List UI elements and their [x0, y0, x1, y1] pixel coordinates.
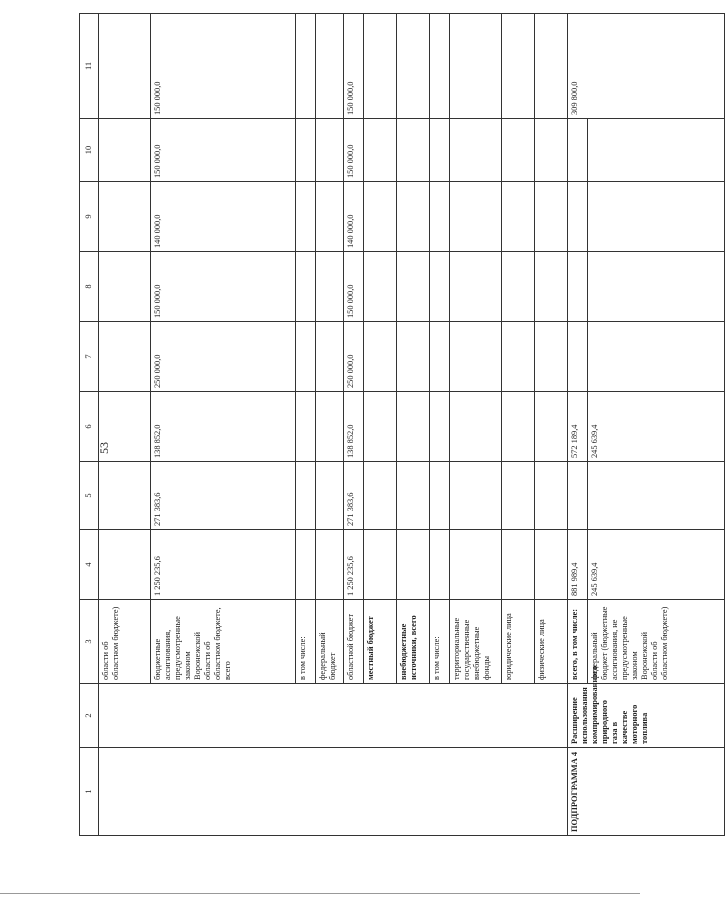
- cell: [364, 14, 397, 119]
- cell: 1 250 235,6: [344, 530, 364, 600]
- col-header: 7: [80, 322, 99, 392]
- cell: [296, 392, 316, 462]
- merged-cell: [99, 748, 568, 836]
- cell: 138 852,0: [344, 392, 364, 462]
- cell: [296, 530, 316, 600]
- cell: [397, 182, 430, 252]
- row-label: областной бюджет: [344, 600, 364, 684]
- cell: [296, 14, 316, 119]
- row-label: области об областном бюджете): [99, 600, 151, 684]
- cell: [316, 182, 344, 252]
- col-header: 5: [80, 462, 99, 530]
- row-label: всего, в том числе:: [568, 600, 588, 684]
- row-label: местный бюджет: [364, 600, 397, 684]
- cell: [535, 392, 568, 462]
- cell: [397, 252, 430, 322]
- cell: [364, 392, 397, 462]
- cell: [99, 182, 151, 252]
- subprogram-description: Расширение использования компримированного природного газа в качестве моторного топлива: [568, 684, 725, 748]
- cell: [99, 322, 151, 392]
- budget-table-sheet: [79, 14, 669, 836]
- cell: [99, 530, 151, 600]
- merged-cell: [99, 684, 568, 748]
- col-header: 9: [80, 182, 99, 252]
- row-label: бюджетные ассигнования, предусмотренные законом Воронежской области об областном бюджете, всего: [151, 600, 296, 684]
- cell: [450, 392, 502, 462]
- cell: [316, 322, 344, 392]
- subprogram-title: ПОДПРОГРАММА 4: [568, 748, 725, 836]
- cell: [502, 392, 535, 462]
- cell: [430, 252, 450, 322]
- cell: [502, 252, 535, 322]
- cell: [99, 252, 151, 322]
- cell: [316, 462, 344, 530]
- cell: [450, 182, 502, 252]
- cell: 250 000,0: [151, 322, 296, 392]
- cell: [502, 14, 535, 119]
- cell: [364, 182, 397, 252]
- cell: 150 000,0: [151, 252, 296, 322]
- cell: [502, 322, 535, 392]
- cell: [535, 530, 568, 600]
- cell: 1 250 235,6: [151, 530, 296, 600]
- cell: [535, 322, 568, 392]
- cell: [535, 252, 568, 322]
- cell: [316, 252, 344, 322]
- col-header: 11: [80, 14, 99, 119]
- cell: [450, 462, 502, 530]
- cell: [450, 252, 502, 322]
- cell: [99, 14, 151, 119]
- cell: [99, 392, 151, 462]
- cell: [568, 119, 588, 182]
- row-label: юридические лица: [502, 600, 535, 684]
- cell: [535, 462, 568, 530]
- cell: 140 000,0: [151, 182, 296, 252]
- cell: 140 000,0: [344, 182, 364, 252]
- cell: [364, 119, 397, 182]
- cell: [364, 530, 397, 600]
- cell: [397, 530, 430, 600]
- cell: [296, 252, 316, 322]
- row-label: физические лица: [535, 600, 568, 684]
- cell: [296, 322, 316, 392]
- table-row: [99, 14, 151, 836]
- header-row: [80, 14, 99, 836]
- row-label: федеральный бюджет (бюджетные ассигнования, не предусмотренные законом Воронежской области об областном бюджете): [588, 600, 725, 684]
- cell: [502, 530, 535, 600]
- cell: [588, 252, 725, 322]
- cell: 271 383,6: [344, 462, 364, 530]
- cell: [568, 252, 588, 322]
- cell: [535, 119, 568, 182]
- cell: [430, 182, 450, 252]
- cell: [450, 14, 502, 119]
- col-header: 8: [80, 252, 99, 322]
- cell: 245 639,4: [588, 530, 725, 600]
- cell: [296, 462, 316, 530]
- cell: [430, 14, 450, 119]
- cell: [397, 392, 430, 462]
- cell: [502, 182, 535, 252]
- cell: [364, 462, 397, 530]
- col-header: 4: [80, 530, 99, 600]
- cell: [430, 392, 450, 462]
- cell: 150 000,0: [151, 119, 296, 182]
- cell: 138 852,0: [151, 392, 296, 462]
- cell: [450, 322, 502, 392]
- col-header: 6: [80, 392, 99, 462]
- budget-table: [79, 13, 725, 836]
- cell: [430, 119, 450, 182]
- cell: [364, 252, 397, 322]
- cell: [316, 392, 344, 462]
- cell: [397, 322, 430, 392]
- cell: [502, 462, 535, 530]
- subprogram-total-row: [568, 14, 588, 836]
- cell: [430, 530, 450, 600]
- cell: [99, 462, 151, 530]
- cell: 572 189,4: [568, 392, 588, 462]
- cell: [316, 530, 344, 600]
- row-label: территориальные государственные внебюджетные фонды: [450, 600, 502, 684]
- row-label: в том числе:: [430, 600, 450, 684]
- cell: [397, 119, 430, 182]
- row-label: в том числе:: [296, 600, 316, 684]
- cell: [568, 462, 588, 530]
- col-header: 1: [80, 748, 99, 836]
- cell: [430, 322, 450, 392]
- cell: [535, 14, 568, 119]
- cell: 881 989,4: [568, 530, 588, 600]
- cell: 250 000,0: [344, 322, 364, 392]
- col-header: 10: [80, 119, 99, 182]
- cell: [588, 119, 725, 182]
- cell: [316, 119, 344, 182]
- cell: 150 000,0: [344, 119, 364, 182]
- page-number: 53: [97, 442, 111, 454]
- cell: [316, 14, 344, 119]
- row-label: федеральный бюджет: [316, 600, 344, 684]
- cell: 309 800,0: [568, 14, 725, 119]
- cell: 150 000,0: [344, 14, 364, 119]
- cell: [535, 182, 568, 252]
- cell: 150 000,0: [151, 14, 296, 119]
- cell: [568, 322, 588, 392]
- cell: [588, 462, 725, 530]
- cell: [397, 462, 430, 530]
- cell: [502, 119, 535, 182]
- cell: [588, 322, 725, 392]
- col-header: 3: [80, 600, 99, 684]
- cell: [568, 182, 588, 252]
- cell: [397, 14, 430, 119]
- cell: [296, 119, 316, 182]
- cell: [296, 182, 316, 252]
- row-label: внебюджетные источники, всего: [397, 600, 430, 684]
- cell: [99, 119, 151, 182]
- footer-rule: [0, 893, 640, 894]
- cell: [450, 530, 502, 600]
- cell: 271 383,6: [151, 462, 296, 530]
- cell: [364, 322, 397, 392]
- cell: [588, 182, 725, 252]
- cell: 150 000,0: [344, 252, 364, 322]
- cell: [450, 119, 502, 182]
- col-header: 2: [80, 684, 99, 748]
- cell: 245 639,4: [588, 392, 725, 462]
- cell: [430, 462, 450, 530]
